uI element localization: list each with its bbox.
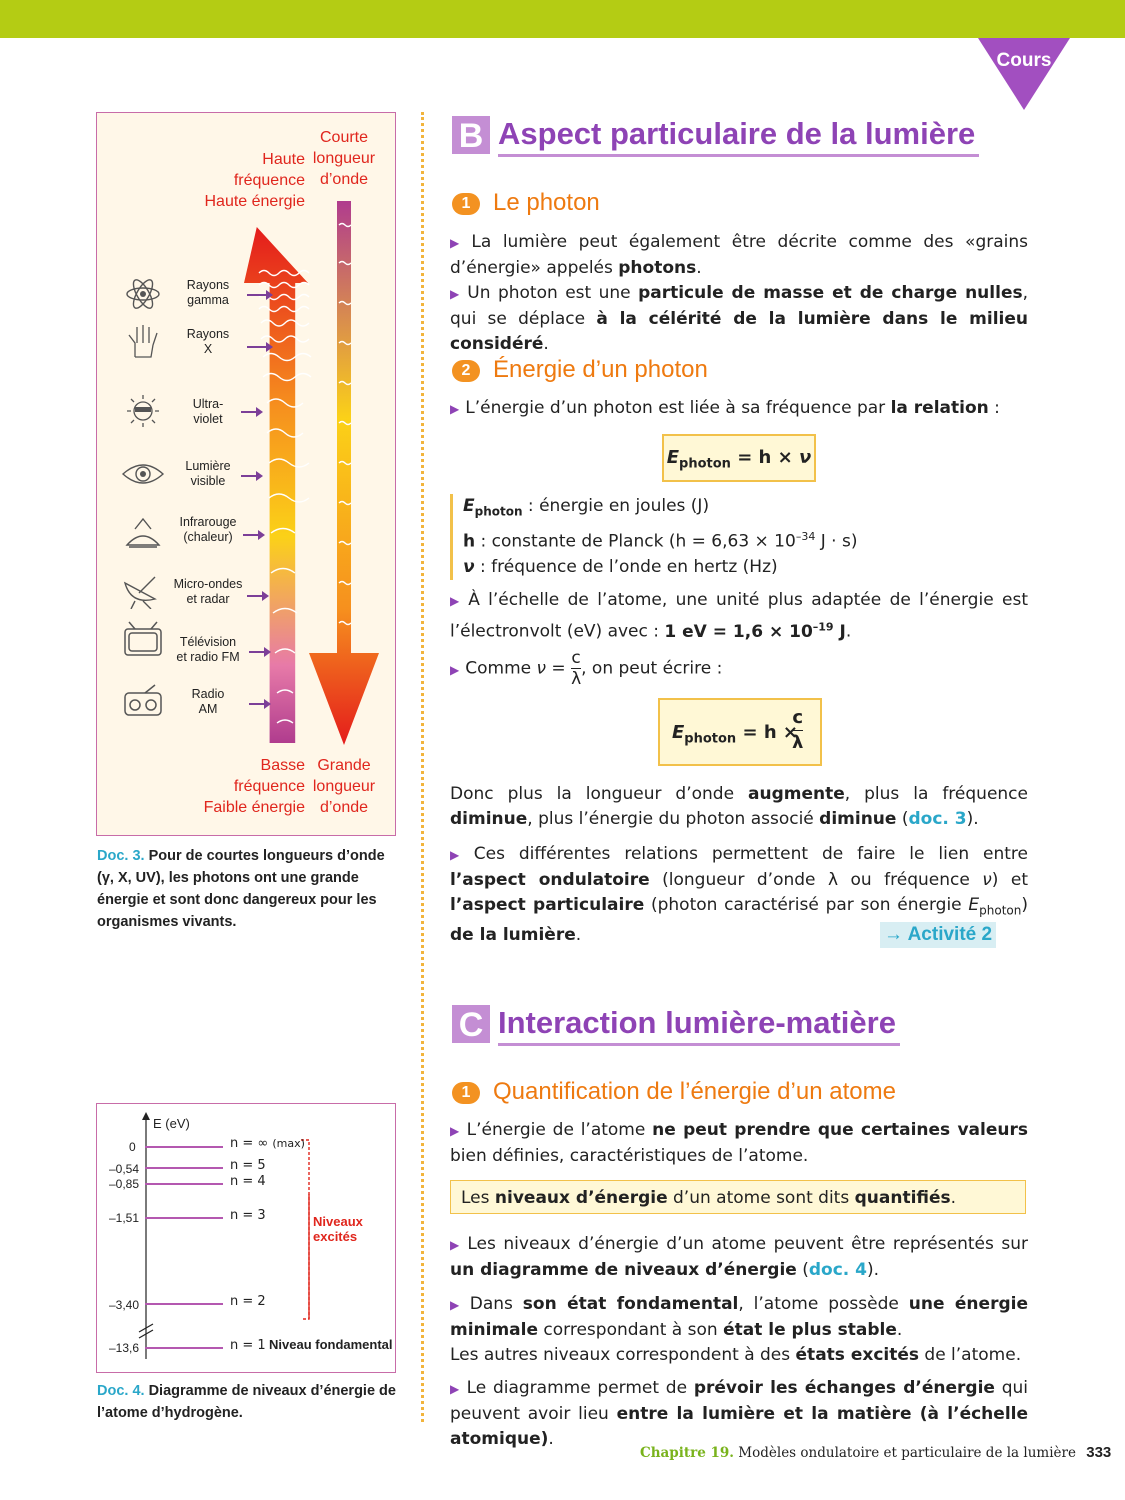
wave-label-microwave: Micro-ondes et radar — [173, 577, 243, 606]
pointer-arrow — [241, 411, 261, 413]
wave-label-am: Radio AM — [191, 687, 225, 716]
paragraph: ▶ Les niveaux d’énergie d’un atome peuvent être représentés sur un diagramme de niveaux d’énergie (doc. 4). — [450, 1234, 1028, 1280]
footer-chapter: Chapitre 19. — [640, 1445, 734, 1461]
heater-icon — [121, 515, 165, 551]
cours-tab-label: Cours — [996, 50, 1052, 71]
subsection-title-photon: Le photon — [493, 189, 600, 216]
energy-level-line — [145, 1146, 223, 1148]
wave-label-visible: Lumière visible — [185, 459, 231, 488]
pointer-arrow — [241, 475, 261, 477]
high-to-low-frequency-arrow — [244, 227, 308, 743]
hand-xray-icon — [121, 323, 165, 359]
definition-line: $E_{photon}$ : énergie en joules (J) — [463, 496, 710, 519]
excited-levels-label: Niveaux excités — [313, 1214, 363, 1244]
tv-icon — [121, 621, 165, 657]
level-value: –0,85 — [109, 1177, 140, 1191]
sun-icon — [121, 393, 165, 429]
level-n: n = 5 — [230, 1158, 266, 1173]
level-value: –0,54 — [109, 1162, 140, 1176]
level-n-extra: (max) — [272, 1137, 305, 1150]
formula-definitions — [450, 494, 903, 580]
energy-level-line — [145, 1183, 223, 1185]
doc3-top-left-label: Haute fréquence Haute énergie — [204, 151, 305, 210]
key-statement-box: Les niveaux d’énergie d’un atome sont dits quantifiés. — [450, 1180, 1026, 1214]
wave-label-uv: Ultra- violet — [192, 397, 224, 426]
level-n-text: n = ∞ — [230, 1136, 269, 1151]
doc3-top-right-label: Courte longueur d’onde — [312, 129, 376, 188]
section-c-title: Interaction lumière-matière — [498, 1003, 900, 1046]
doc3-caption-ref: Doc. 3. — [97, 848, 145, 864]
section-b-letter: B — [452, 116, 490, 154]
level-n — [230, 1136, 305, 1151]
pointer-arrow — [249, 651, 269, 653]
paragraph: ▶ Ces différentes relations permettent de faire le lien entre l’aspect ondulatoire (longueur d’onde λ ou fréquence ν) et l’aspect particulaire (photon caractérisé par son énergie $E_{photon}$) de la lumière. — [450, 844, 1029, 946]
doc4-caption-text: Diagramme de niveaux d’énergie de l’atome d’hydrogène. — [97, 1383, 396, 1421]
top-color-bar — [0, 0, 1125, 38]
doc3-spectrum-figure — [96, 112, 396, 836]
pointer-arrow — [243, 534, 263, 536]
column-divider — [421, 112, 424, 1422]
wave-label-x: Rayons X — [186, 327, 230, 356]
subsection-number: 1 — [452, 1082, 480, 1104]
page-footer — [640, 1444, 1111, 1461]
doc3-caption-text: Pour de courtes longueurs d’onde (γ, X, UV), les photons ont une grande énergie et sont donc dangereux pour les organismes vivants. — [97, 848, 385, 930]
activity-link[interactable]: → Activité 2 — [880, 922, 996, 948]
paragraph: Donc plus la longueur d’onde augmente, plus la fréquence diminue, plus l’énergie du photon associé diminue (doc. 3). — [450, 784, 1028, 829]
level-value: –13,6 — [109, 1341, 140, 1355]
energy-level-line — [145, 1347, 223, 1349]
paragraph: ▶ Le diagramme permet de prévoir les échanges d’énergie qui peuvent avoir lieu entre la lumière et la matière (à l’échelle atomique). — [450, 1378, 1028, 1449]
level-n: n = 2 — [230, 1294, 266, 1309]
paragraph: ▶ Comme ν = $\frac{c}{\lambda}$ , on peut écrire : — [450, 648, 723, 689]
formula-photon-energy-wavelength: $E_{photon} = h$ × c λ — [658, 698, 822, 766]
level-n: n = 4 — [230, 1174, 266, 1189]
paragraph: ▶ À l’échelle de l’atome, une unité plus adaptée de l’énergie est l’électronvolt (eV) avec : 1 eV = $1,6 \times 10^{-19}$ J. — [450, 590, 1028, 642]
wave-label-gamma: Rayons gamma — [186, 278, 230, 307]
doc3-caption — [97, 845, 397, 933]
atom-icon — [121, 276, 165, 312]
energy-level-line — [145, 1217, 223, 1219]
definition-line: h : constante de Planck ($h = 6,63 \times 10^{-34}$ J · s) — [463, 530, 858, 553]
doc4-caption — [97, 1380, 397, 1424]
formula-photon-energy-frequency: $E_{photon} = h \times \nu$ — [662, 434, 816, 482]
wave-label-infrared: Infrarouge (chaleur) — [179, 515, 237, 544]
radio-icon — [121, 683, 165, 719]
satellite-dish-icon — [121, 573, 165, 609]
page-number: 333 — [1086, 1444, 1112, 1461]
paragraph: ▶ L’énergie d’un photon est liée à sa fréquence par la relation : — [450, 398, 1000, 418]
ground-level-label: Niveau fondamental — [269, 1337, 393, 1352]
pointer-arrow — [247, 595, 267, 597]
pointer-arrow — [249, 703, 269, 705]
energy-axis-label: E (eV) — [153, 1116, 190, 1131]
subsection-title-quantification: Quantification de l’énergie d’un atome — [493, 1078, 896, 1105]
paragraph: ▶ La lumière peut également être décrite comme des «grains d’énergie» appelés photons. — [450, 232, 1028, 278]
paragraph: ▶ Dans son état fondamental, l’atome possède une énergie minimale correspondant à son état le plus stable. Les autres niveaux correspondent à des états excités de l’atome. — [450, 1294, 1028, 1365]
wave-label-tv-fm: Télévision et radio FM — [176, 635, 240, 664]
subsection-number: 2 — [452, 360, 480, 382]
eye-icon — [121, 456, 165, 492]
section-b-title: Aspect particulaire de la lumière — [498, 114, 979, 157]
footer-title: Modèles ondulatoire et particulaire de la lumière — [738, 1445, 1076, 1461]
section-c-letter: C — [452, 1005, 490, 1043]
paragraph: ▶ Un photon est une particule de masse et de charge nulles, qui se déplace à la célérité de la lumière dans le milieu considéré. — [450, 283, 1028, 354]
pointer-arrow — [247, 294, 271, 296]
energy-level-line — [145, 1303, 223, 1305]
pointer-arrow — [247, 346, 271, 348]
level-value: –3,40 — [109, 1298, 140, 1312]
energy-level-line — [145, 1167, 223, 1169]
doc3-bottom-left-label: Basse fréquence Faible énergie — [203, 757, 305, 816]
paragraph: ▶ L’énergie de l’atome ne peut prendre que certaines valeurs bien définies, caractéristiques de l’atome. — [450, 1120, 1028, 1166]
definition-line: ν : fréquence de l’onde en hertz (Hz) — [463, 557, 778, 578]
level-n: n = 3 — [230, 1208, 266, 1223]
level-value: –1,51 — [109, 1211, 140, 1225]
cours-tab-triangle — [978, 38, 1070, 110]
doc4-caption-ref: Doc. 4. — [97, 1383, 145, 1399]
doc4-energy-diagram — [96, 1103, 396, 1373]
level-value: 0 — [129, 1140, 136, 1154]
long-wavelength-arrow — [309, 201, 379, 745]
level-n: n = 1 — [230, 1338, 266, 1353]
subsection-number: 1 — [452, 193, 480, 215]
subsection-title-energy: Énergie d’un photon — [493, 356, 708, 383]
doc3-bottom-right-label: Grande longueur d’onde — [312, 757, 376, 816]
